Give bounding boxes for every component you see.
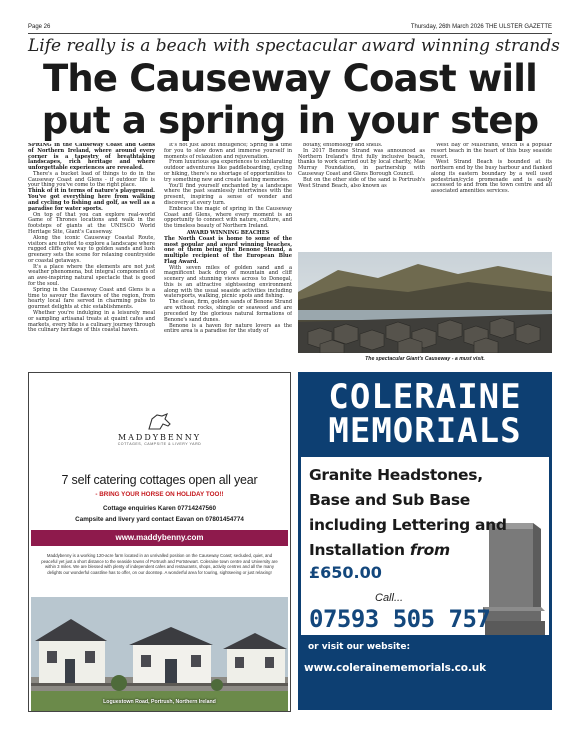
article-kicker: Life really is a beach with spectacular award winning strands — [28, 36, 560, 56]
edition-line: Thursday, 26th March 2026 THE ULSTER GAZETTE — [410, 24, 552, 30]
article-column-4 — [431, 143, 552, 251]
maddybenny-blurb: Maddybenny is a working 120-acre farm located in an unrivalled position on the Causeway Coast; secluded, quiet, and peaceful yet just a short distance to the seaside towns of Portrush and Portstewart. Coleraine town centre and University are within 3 miles. We are blessed with plenty of independent cafes and restaurants, shops, activity centres and all the many delights our wonderful coastline has to offer, on our doorstep. A wonderful area for touring, sightseeing or just relaxing! — [41, 553, 278, 575]
paragraph: With seven miles of golden sand and a magnificent back drop of mountain and cliff scenery and stunning views across to Donegal, this is an attractive sightseeing environment along with the usual seaside activities including watersports, walking, picnic spots and fishing. — [164, 264, 292, 300]
coleraine-memorials-offer — [301, 457, 549, 635]
visit-website-label: or visit our website: — [308, 642, 411, 652]
installation-label: Installation — [309, 541, 410, 559]
paragraph: Along the iconic Causeway Coastal Route, visitors are invited to explore a landscape where rugged cliffs give way to golden sands and lush greenery sets the scene for relaxing countryside or coastal getaways. — [28, 234, 155, 264]
paragraph: It's a place where the elements are not just weather phenomena, but integral components of an awe-inspiring natural spectacle that is good for the soul. — [28, 263, 155, 287]
paragraph: In 2017 Benone Strand was announced as Northern Ireland's first fully inclusive beach, thanks to work carried out by local charity, Mae Murray Foundation, in partnership with Causeway Coast and Glens Borough Council. — [298, 147, 425, 177]
brand-title-line-1: COLERAINE — [328, 377, 522, 417]
article-column-3 — [298, 143, 425, 251]
subheading: AWARD WINNING BEACHES — [186, 229, 270, 236]
lead-paragraph: SPRING in the Causeway Coast and Glens of Northern Ireland, where around every corner is a tapestry of breathtaking landscapes, rich heritage and where unforgettable experiences are revealed. — [28, 143, 155, 171]
campsite-contact: Campsite and livery yard contact Eavan on 07801454774 — [75, 516, 244, 523]
paragraph: Whether you're indulging in a leisurely meal or sampling artisanal treats at quaint cafes and markets, every bite is a culinary journey through the culinary heritage of this coastal haven. — [28, 310, 155, 334]
from-label: from — [409, 541, 450, 559]
horse-holiday-line: - BRING YOUR HORSE ON HOLIDAY TOO!! — [95, 491, 224, 498]
giants-causeway-photo — [298, 252, 552, 353]
paragraph: On top of that you can explore real-world Game of Thrones locations and walk in the footsteps of giants at the UNESCO World Heritage Site, Giant's Causeway. — [28, 211, 155, 235]
coleraine-website-link[interactable]: www.colerainememorials.co.uk — [304, 662, 487, 674]
paragraph: There's a bucket load of things to do in the Causeway Coast and Glens - if outdoor life is your thing you've come to the right place. — [28, 170, 155, 189]
page-number: Page 26 — [28, 24, 51, 30]
paragraph: Benone is a haven for nature lovers as the entire area is a paradise for the study of — [164, 322, 292, 335]
article-column-1 — [28, 143, 155, 365]
paragraph-bold: Think of it in terms of nature's playground. You've got everything here from walking and cycling to fishing and golf, as well as a paradise for water sports. — [28, 188, 155, 212]
maddybenny-tagline: COTTAGES, CAMPSITE & LIVERY YARD — [117, 442, 202, 446]
call-label: Call... — [375, 592, 404, 604]
paragraph: Spring in the Causeway Coast and Glens is a time to savour the flavours of the region, from hearty local fare served in charming pubs to gourmet delights at chic establishments. — [28, 286, 155, 311]
article-column-2 — [164, 143, 292, 365]
paragraph: You'll find yourself enchanted by a landscape where the past seamlessly intertwines with the present, inspiring a sense of wonder and discovery at every turn. — [164, 182, 292, 206]
offer-price: £650.00 — [309, 563, 382, 582]
maddybenny-website-link[interactable]: www.maddybenny.com — [31, 530, 288, 546]
paragraph: It's not just about indulgence; Spring is a time for you to slow down and immerse yourself in moments of relaxation and rejuvenation. — [164, 143, 292, 160]
phone-number[interactable]: 07593 505 757 — [309, 605, 491, 633]
cottages-photo — [31, 597, 288, 711]
brand-title-line-2: MEMORIALS — [328, 411, 522, 451]
paragraph: But on the other side of the sand is Portrush's West Strand Beach, also known as — [298, 176, 425, 189]
offer-line-1: Granite Headstones, — [309, 466, 483, 484]
offer-line-2: Base and Sub Base — [309, 491, 470, 509]
paragraph: The clean, firm, golden sands of Benone Strand are without rocks, shingle or seaweed and are preceded by the glorious natural formations of Benone's sand dunes. — [164, 299, 292, 323]
paragraph: From luxurious spa experiences to exhilarating outdoor adventures like paddleboarding, cycling or hiking, there's no shortage of opportunities to try something new and create lasting memories. — [164, 159, 292, 183]
cottages-heading: 7 self catering cottages open all year — [61, 473, 258, 487]
maddybenny-name: MADDYBENNY — [117, 433, 202, 442]
offer-text — [309, 463, 507, 563]
maddybenny-location: Loguestown Road, Portrush, Northern Ireland — [103, 699, 216, 705]
photo-caption: The spectacular Giant's Causeway - a must visit. — [365, 356, 485, 362]
maddybenny-logo — [29, 413, 290, 446]
offer-line-4 — [309, 538, 507, 563]
coleraine-memorials-advert — [298, 372, 552, 710]
paragraph: botany, entomology and shells. — [303, 143, 383, 148]
paragraph: Embrace the magic of spring in the Causeway Coast and Glens, where every moment is an opportunity to connect with nature, culture, and the timeless beauty of Northern Ireland. — [164, 205, 292, 230]
article-headline: The Causeway Coast will put a spring in your step — [41, 57, 539, 142]
horse-head-icon — [143, 413, 177, 431]
page-folio — [28, 24, 552, 34]
paragraph: West Strand Beach is bounded at its northern end by the busy harbour and flanked along its eastern boundary by a well used pedestrian/cycle promenade and is easily accessed to and from the town centre and all associated amenities services. — [431, 159, 552, 195]
coleraine-memorials-masthead — [301, 375, 549, 455]
paragraph-bold: The North Coast is home to some of the most popular and award winning beaches, one of them being the Benone Strand, a multiple recipient of the European Blue Flag Award. — [164, 235, 292, 265]
cottage-enquiries: Cottage enquiries Karen 07714247560 — [102, 505, 217, 512]
paragraph: West Bay or Millstrand, which is a popular resort beach in the heart of this busy seaside resort. — [431, 143, 552, 160]
maddybenny-advert — [28, 372, 291, 712]
offer-line-3: including Lettering and — [309, 516, 507, 534]
